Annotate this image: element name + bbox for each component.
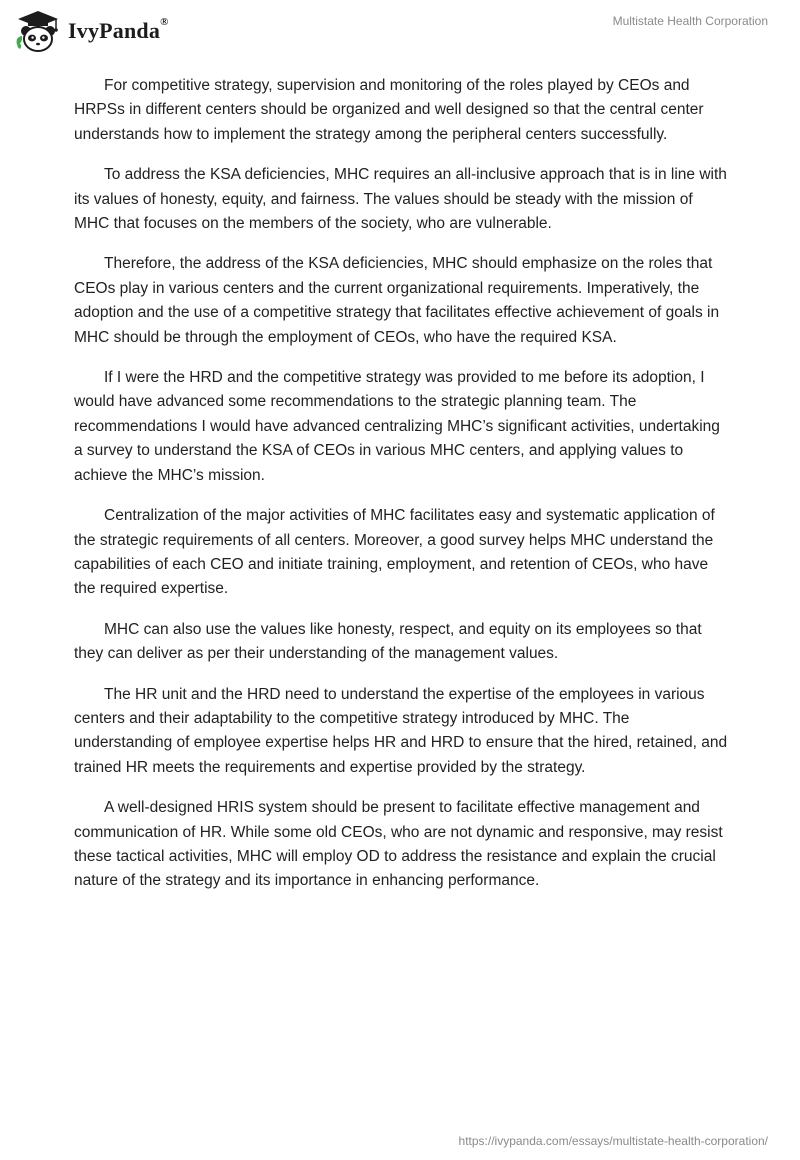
paragraph: Therefore, the address of the KSA deficiencies, MHC should emphasize on the roles that CEOs play in various centers and the current organizational requirements. Imperatively, the adoption and the use of a competitive strategy that facilitates effective achievement of goals in MHC should be through the employment of CEOs, who have the required KSA. — [74, 255, 720, 346]
registered-mark: ® — [160, 16, 169, 28]
paragraph: Centralization of the major activities of MHC facilitates easy and systematic application of the strategic requirements of all centers. Moreover, a good survey helps MHC understand the capabilities of each CEO and initiate training, employment, and retention of CEOs, who have the required expertise. — [74, 507, 715, 598]
panda-graduate-icon — [14, 9, 62, 53]
essay-body — [74, 74, 730, 910]
ivypanda-logo[interactable] — [14, 8, 169, 54]
source-url[interactable]: https://ivypanda.com/essays/multistate-health-corporation/ — [458, 1134, 768, 1148]
paragraph: The HR unit and the HRD need to understand the expertise of the employees in various centers and their adaptability to the competitive strategy introduced by MHC. The understanding of employee expertise helps HR and HRD to ensure that the hired, retained, and trained HR meets the requirements and expertise provided by the strategy. — [74, 685, 728, 776]
paragraph: If I were the HRD and the competitive strategy was provided to me before its adoption, I would have advanced some recommendations to the strategic planning team. The recommendations I would have advanced centralizing MHC’s significant activities, undertaking a survey to understand the KSA of CEOs in various MHC centers, and applying values to achieve the MHC’s mission. — [74, 369, 720, 484]
page-header — [0, 0, 800, 60]
paragraph: To address the KSA deficiencies, MHC requires an all-inclusive approach that is in line with its values of honesty, equity, and fairness. The values should be steady with the mission of MHC that focuses on the members of the society, who are vulnerable. — [74, 166, 727, 233]
brand-name: IvyPanda® — [68, 16, 169, 43]
paragraph: For competitive strategy, supervision and monitoring of the roles played by CEOs and HRPSs in different centers should be organized and well designed so that the central center understands how to implement the strategy among the peripheral centers successfully. — [74, 77, 704, 143]
paragraph: MHC can also use the values like honesty, respect, and equity on its employees so that they can deliver as per their understanding of the management values. — [74, 620, 702, 663]
document-title: Multistate Health Corporation — [612, 14, 768, 28]
paragraph: A well-designed HRIS system should be present to facilitate effective management and communication of HR. While some old CEOs, who are not dynamic and responsive, may resist these tactical activities, MHC will employ OD to address the resistance and explain the crucial nature of the strategy and its importance in enhancing performance. — [74, 799, 723, 890]
